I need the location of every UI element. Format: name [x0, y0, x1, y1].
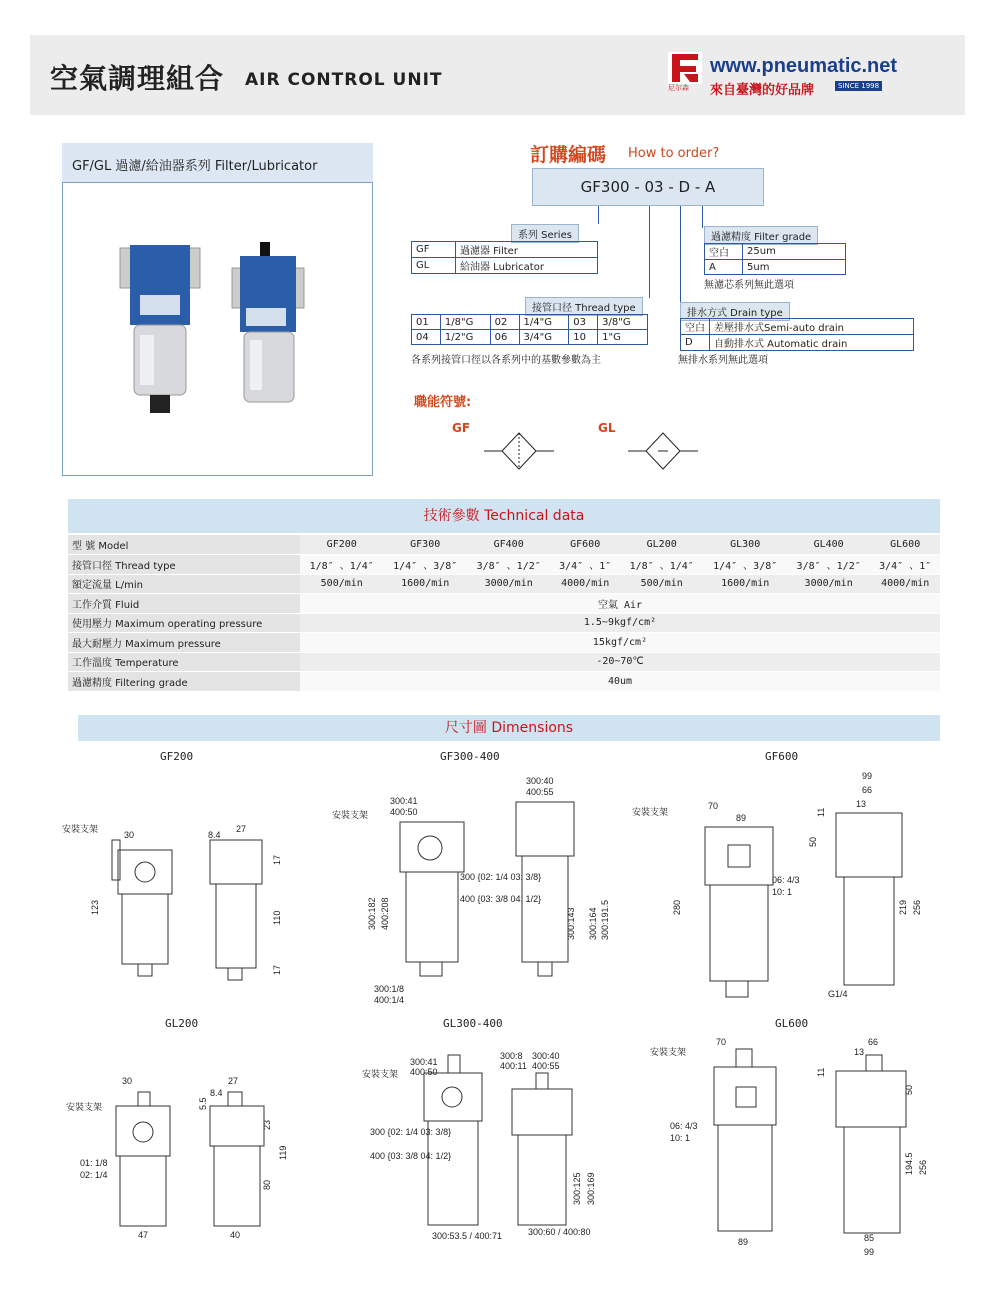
tech-cell: 3/4″ 、1″: [550, 555, 620, 575]
tech-cell-span: 1.5~9kgf/cm²: [300, 613, 940, 633]
tech-data-header: 技術參數 Technical data: [68, 499, 940, 533]
product-photo: [110, 240, 330, 434]
table-cell: 差壓排水式Semi-auto drain: [710, 319, 914, 335]
brand-slogan: 來自臺灣的好品牌: [710, 83, 815, 98]
svg-text:80: 80: [262, 1179, 272, 1190]
svg-text:30: 30: [122, 1076, 133, 1086]
svg-text:安裝支架: 安裝支架: [362, 1069, 399, 1079]
svg-text:02: 1/4: 02: 1/4: [80, 1170, 108, 1180]
dimension-drawing-gl300-400: [360, 1045, 610, 1249]
tech-cell: 500/min: [300, 574, 383, 594]
tech-cell: 1/8″ 、1/4″: [300, 555, 383, 575]
connector-line: [702, 206, 703, 228]
svg-text:8.4: 8.4: [210, 1088, 223, 1098]
tech-row: [68, 535, 940, 555]
brand-since-badge: SINCE 1998: [835, 81, 882, 91]
svg-text:17: 17: [272, 964, 282, 975]
tech-row: [68, 672, 940, 692]
svg-text:300:8: 300:8: [500, 1051, 523, 1061]
table-row: [705, 260, 846, 275]
svg-text:300:164: 300:164: [588, 907, 598, 940]
table-cell: GF: [412, 242, 456, 258]
svg-text:安裝支架: 安裝支架: [66, 1102, 103, 1112]
tech-row: [68, 633, 940, 653]
page-title: 空氣調理組合: [50, 62, 225, 95]
tech-row: [68, 613, 940, 633]
dim-label-gf300-400: GF300-400: [440, 750, 500, 763]
table-cell: A: [705, 260, 743, 275]
svg-text:256: 256: [912, 899, 922, 915]
tech-cell: GF200: [300, 535, 383, 555]
svg-text:300:182: 300:182: [367, 897, 377, 930]
svg-text:99: 99: [864, 1247, 875, 1257]
svg-text:安裝支架: 安裝支架: [332, 810, 369, 820]
lubricator-symbol-icon: [628, 429, 698, 478]
svg-text:300:143: 300:143: [566, 907, 576, 940]
table-cell: 1/8"G: [440, 315, 490, 330]
svg-text:10: 1: 10: 1: [772, 887, 793, 897]
order-subtitle: How to order?: [628, 146, 720, 161]
connector-line: [598, 206, 599, 224]
svg-text:400:55: 400:55: [526, 787, 554, 797]
svg-text:400:208: 400:208: [380, 897, 390, 930]
table-cell: 03: [569, 315, 598, 330]
table-cell: 3/4"G: [519, 330, 569, 345]
series-label: 系列 Series: [511, 224, 579, 243]
tech-row-label: 接管口徑 Thread type: [68, 555, 300, 575]
svg-text:194.5: 194.5: [904, 1152, 914, 1175]
series-table: [411, 241, 598, 274]
svg-text:50: 50: [904, 1084, 914, 1095]
tech-cell: 4000/min: [870, 574, 940, 594]
thread-table: [411, 314, 648, 345]
connector-line: [680, 206, 681, 308]
table-cell: 1"G: [598, 330, 648, 345]
svg-text:219: 219: [898, 899, 908, 915]
table-cell: 01: [412, 315, 441, 330]
svg-text:280: 280: [672, 899, 682, 915]
svg-text:30: 30: [124, 830, 135, 840]
table-cell: 給油器 Lubricator: [456, 258, 598, 274]
table-cell: 02: [490, 315, 519, 330]
svg-text:119: 119: [278, 1145, 288, 1160]
svg-text:400:55: 400:55: [532, 1061, 560, 1071]
table-cell: 3/8"G: [598, 315, 648, 330]
dim-label-gf600: GF600: [765, 750, 799, 763]
table-cell: 04: [412, 330, 441, 345]
svg-text:300 {02: 1/4 03: 3/8}: 300 {02: 1/4 03: 3/8}: [460, 872, 542, 882]
svg-text:47: 47: [138, 1230, 149, 1240]
svg-text:13: 13: [856, 799, 867, 809]
dim-label-gl600: GL600: [775, 1017, 809, 1030]
svg-text:300:60 / 400:80: 300:60 / 400:80: [528, 1227, 591, 1237]
svg-text:300:40: 300:40: [526, 776, 554, 786]
drain-type-note: 無排水系列無此選項: [678, 355, 768, 366]
tech-cell: 1/8″ 、1/4″: [620, 555, 703, 575]
symbol-label-gf: GF: [452, 421, 471, 435]
thread-note: 各系列接管口徑以各系列中的基數參數為主: [411, 355, 601, 366]
table-cell: 1/2"G: [440, 330, 490, 345]
svg-text:70: 70: [716, 1037, 727, 1047]
svg-text:400:11: 400:11: [500, 1061, 527, 1071]
tech-row-label: 過濾精度 Filtering grade: [68, 672, 300, 692]
table-row: [412, 330, 648, 345]
table-row: [412, 242, 598, 258]
dim-label-gf200: GF200: [160, 750, 194, 763]
tech-cell-span: 15kgf/cm²: [300, 633, 940, 653]
svg-text:300:53.5 / 400:71: 300:53.5 / 400:71: [432, 1231, 503, 1241]
tech-cell: GL200: [620, 535, 703, 555]
tech-cell: 3000/min: [467, 574, 550, 594]
tech-cell: GF600: [550, 535, 620, 555]
svg-text:300:40: 300:40: [532, 1051, 560, 1061]
table-row: [681, 335, 914, 351]
svg-text:110: 110: [272, 910, 282, 925]
dimension-drawing-gl200: [60, 1040, 300, 1254]
tech-row: [68, 594, 940, 614]
svg-text:11: 11: [816, 807, 826, 817]
svg-text:300:1/8: 300:1/8: [374, 984, 405, 994]
svg-text:123: 123: [90, 899, 100, 915]
svg-text:17: 17: [272, 854, 282, 865]
svg-text:66: 66: [862, 785, 873, 795]
tech-cell-span: 空氣 Air: [300, 594, 940, 614]
svg-text:06: 4/3: 06: 4/3: [772, 875, 800, 885]
svg-text:300:191.5: 300:191.5: [600, 899, 610, 940]
tech-cell: 1600/min: [383, 574, 466, 594]
connector-line: [649, 206, 650, 298]
order-title: 訂購編碼: [530, 144, 607, 166]
table-cell: 1/4"G: [519, 315, 569, 330]
svg-text:27: 27: [236, 824, 247, 834]
svg-text:300:125: 300:125: [572, 1172, 582, 1205]
svg-text:99: 99: [862, 771, 873, 781]
svg-text:06: 4/3: 06: 4/3: [670, 1121, 698, 1131]
svg-text:13: 13: [854, 1047, 865, 1057]
tech-cell: GL400: [787, 535, 870, 555]
brand-url[interactable]: www.pneumatic.net: [710, 55, 898, 77]
svg-text:89: 89: [738, 1237, 749, 1247]
tech-cell: GF400: [467, 535, 550, 555]
table-cell: 10: [569, 330, 598, 345]
tech-cell: 1/4″ 、3/8″: [703, 555, 786, 575]
tech-cell: 4000/min: [550, 574, 620, 594]
table-cell: D: [681, 335, 710, 351]
tech-cell: 3/8″ 、1/2″: [467, 555, 550, 575]
tech-cell: GL300: [703, 535, 786, 555]
svg-text:11: 11: [816, 1067, 826, 1077]
svg-text:400:50: 400:50: [390, 807, 418, 817]
filter-grade-label: 過濾精度 Filter grade: [704, 226, 818, 245]
svg-text:300:41: 300:41: [390, 796, 418, 806]
logo-glyph: 尼尔森: [668, 84, 689, 92]
svg-text:70: 70: [708, 801, 719, 811]
function-symbol-title: 職能符號:: [414, 395, 472, 410]
page-title-en: AIR CONTROL UNIT: [245, 70, 443, 90]
brand-logo: [668, 52, 702, 92]
table-row: [705, 244, 846, 260]
tech-cell: 3000/min: [787, 574, 870, 594]
order-code-example: GF300 - 03 - D - A: [532, 168, 764, 206]
svg-text:400 {03: 3/8 04: 1/2}: 400 {03: 3/8 04: 1/2}: [460, 894, 542, 904]
table-cell: 25um: [743, 244, 846, 260]
svg-text:300:41: 300:41: [410, 1057, 438, 1067]
tech-cell: 1/4″ 、3/8″: [383, 555, 466, 575]
tech-row: [68, 652, 940, 672]
svg-text:400 {03: 3/8 04: 1/2}: 400 {03: 3/8 04: 1/2}: [370, 1151, 452, 1161]
table-cell: GL: [412, 258, 456, 274]
table-cell: 空白: [705, 244, 743, 260]
tech-data-table: [68, 535, 940, 692]
tech-row-label: 使用壓力 Maximum operating pressure: [68, 613, 300, 633]
svg-text:27: 27: [228, 1076, 239, 1086]
svg-text:400:1/4: 400:1/4: [374, 995, 405, 1005]
table-row: [412, 258, 598, 274]
table-cell: 過濾器 Filter: [456, 242, 598, 258]
dimension-drawing-gf600: [630, 765, 930, 1014]
svg-text:66: 66: [868, 1037, 879, 1047]
dimension-drawing-gl600: [640, 1035, 940, 1264]
tech-cell-span: -20~70℃: [300, 652, 940, 672]
dim-label-gl200: GL200: [165, 1017, 199, 1030]
tech-row-label: 型 號 Model: [68, 535, 300, 555]
tech-row-label: 工作介質 Fluid: [68, 594, 300, 614]
svg-text:5.5: 5.5: [198, 1097, 208, 1110]
svg-text:安裝支架: 安裝支架: [62, 824, 99, 834]
svg-text:85: 85: [864, 1233, 875, 1243]
svg-text:400:50: 400:50: [410, 1067, 438, 1077]
tech-row-label: 最大耐壓力 Maximum pressure: [68, 633, 300, 653]
svg-text:89: 89: [736, 813, 747, 823]
thread-label: 接管口径 Thread type: [525, 297, 643, 316]
svg-text:256: 256: [918, 1159, 928, 1175]
table-cell: 06: [490, 330, 519, 345]
dimension-drawing-gf200: [60, 770, 300, 1004]
dim-label-gl300-400: GL300-400: [443, 1017, 503, 1030]
tech-row-label: 額定流量 L/min: [68, 574, 300, 594]
tech-cell: 3/8″ 、1/2″: [787, 555, 870, 575]
tech-cell: 3/4″ 、1″: [870, 555, 940, 575]
drain-type-label: 排水方式 Drain type: [680, 302, 790, 321]
table-row: [412, 315, 648, 330]
table-cell: 自動排水式 Automatic drain: [710, 335, 914, 351]
product-title: GF/GL 過濾/給油器系列 Filter/Lubricator: [72, 159, 318, 174]
svg-text:300:169: 300:169: [586, 1172, 596, 1205]
svg-text:01: 1/8: 01: 1/8: [80, 1158, 108, 1168]
svg-text:安裝支架: 安裝支架: [650, 1047, 687, 1057]
tech-cell: 500/min: [620, 574, 703, 594]
table-row: [681, 319, 914, 335]
tech-row: [68, 574, 940, 594]
svg-text:23: 23: [262, 1119, 272, 1130]
drain-type-table: [680, 318, 914, 351]
dimensions-header: 尺寸圖 Dimensions: [78, 715, 940, 741]
tech-row-label: 工作溫度 Temperature: [68, 652, 300, 672]
tech-cell: GF300: [383, 535, 466, 555]
tech-row: [68, 555, 940, 575]
dimension-drawing-gf300-400: [330, 770, 620, 1014]
tech-cell-span: 40um: [300, 672, 940, 692]
svg-text:8.4: 8.4: [208, 830, 221, 840]
filter-symbol-icon: [484, 429, 554, 478]
svg-text:40: 40: [230, 1230, 241, 1240]
svg-text:50: 50: [808, 836, 818, 847]
table-cell: 5um: [743, 260, 846, 275]
svg-text:300 {02: 1/4 03: 3/8}: 300 {02: 1/4 03: 3/8}: [370, 1127, 452, 1137]
svg-text:安裝支架: 安裝支架: [632, 807, 669, 817]
svg-text:10: 1: 10: 1: [670, 1133, 691, 1143]
symbol-label-gl: GL: [598, 421, 616, 435]
filter-grade-note: 無濾芯系列無此選項: [704, 280, 794, 291]
svg-text:G1/4: G1/4: [828, 989, 848, 999]
tech-cell: 1600/min: [703, 574, 786, 594]
tech-cell: GL600: [870, 535, 940, 555]
filter-grade-table: [704, 243, 846, 275]
table-cell: 空白: [681, 319, 710, 335]
